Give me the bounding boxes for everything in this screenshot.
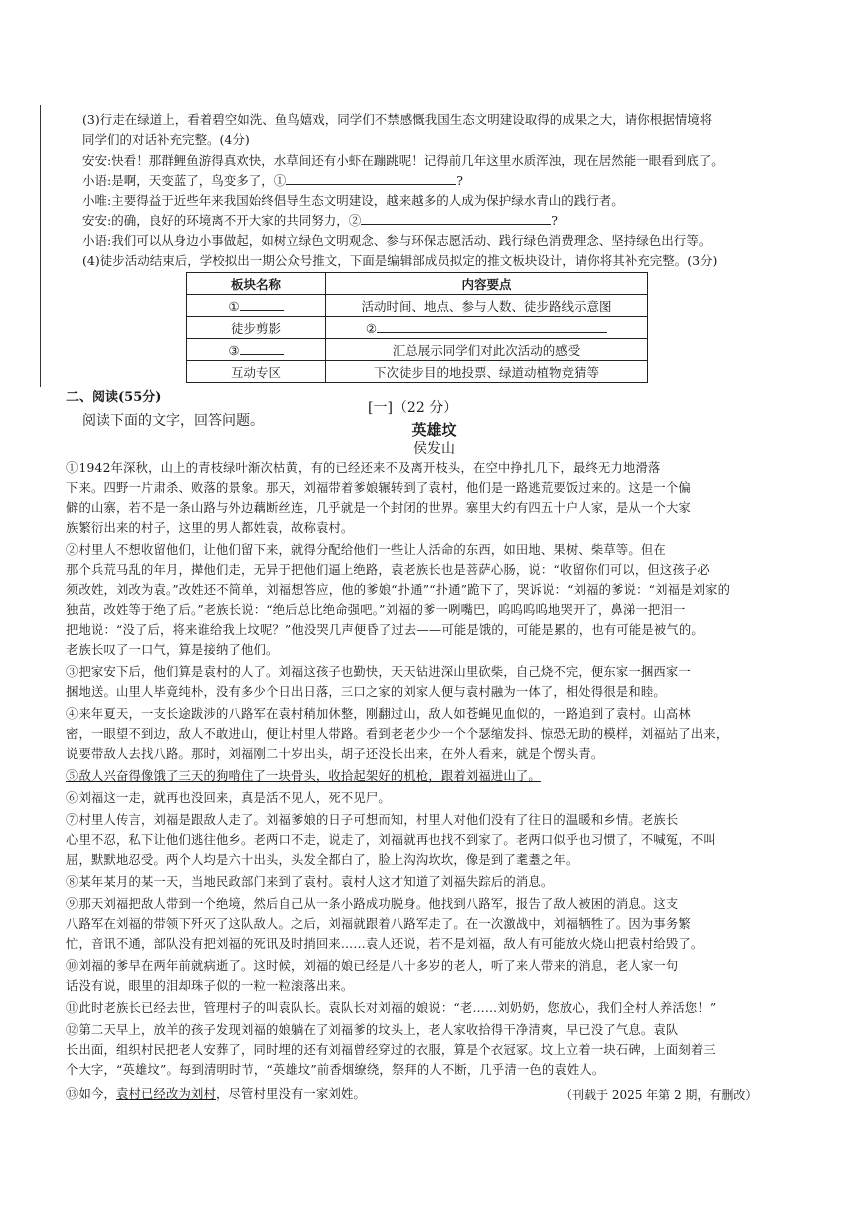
story-line: 把地说：“没了后，将来谁给我上坟呢？”他没哭几声便昏了过去——可能是饿的，可能是累的，也有可能是被气的。 — [66, 623, 704, 637]
story-line: 密，一眼望不到边，敌人不敢进山，便让村里人带路。看到老老少少一个个瑟缩发抖、惊恐无助的模样，刘福站了出来， — [66, 727, 729, 741]
story-line: ①1942年深秋，山上的青枝绿叶渐次枯黄，有的已经还来不及离开枝头，在空中挣扎几下，最终无力地滑落 — [66, 461, 661, 475]
story-line: 话没有说，眼里的泪却珠子似的一粒一粒滚落出来。 — [66, 979, 354, 993]
table-cell: 下次徒步目的地投票、绿道动植物竞猜等 — [326, 361, 648, 383]
column-plan-table — [186, 272, 648, 383]
dialogue-text: 安安:的确，良好的环境离不开大家的共同努力，② — [82, 213, 362, 228]
story-line: ⑩刘福的爹早在两年前就病逝了。这时候，刘福的娘已经是八十多岁的老人，听了来人带来的消息，老人家一句 — [66, 959, 679, 973]
story-line: 族繁衍出来的村子，这里的男人都姓袁，故称袁村。 — [66, 521, 354, 535]
story-author: 侯发山 — [413, 441, 455, 457]
answer-blank-1[interactable] — [286, 171, 456, 185]
underlined-sentence: ⑤敌人兴奋得像饿了三天的狗啃住了一块骨头，收拾起架好的机枪，跟着刘福进山了。 — [66, 769, 541, 783]
section-heading: 二、阅读(55分) — [66, 390, 162, 405]
dialogue-xiaoyu-2: 小语:我们可以从身边小事做起，如树立绿色文明观念、参与环保志愿活动、践行绿色消费理念、坚持绿色出行等。 — [82, 233, 712, 248]
story-line: ③把家安下后，他们算是袁村的人了。刘福这孩子也勤快，天天钻进深山里砍柴，自己烧不完，便东家一捆西家一 — [66, 665, 691, 679]
q4-intro: (4)徒步活动结束后，学校拟出一期公众号推文，下面是编辑部成员拟定的推文板块设计，请你将其补充完整。(3分) — [82, 253, 718, 268]
story-line: 僻的山寨，若不是一条山路与外边藕断丝连，几乎就是一个封闭的世界。寨里大约有四五十户人家，是从一个大家 — [66, 501, 691, 515]
story-line: 下来。四野一片肃杀、败落的景象。那天，刘福带着爹娘辗转到了袁村，他们是一路逃荒要饭过来的。这是一个偏 — [66, 481, 691, 495]
table-cell[interactable]: ② — [326, 317, 648, 339]
story-line: ④来年夏天，一支长途跋涉的八路军在袁村稍加休整，刚翻过山，敌人如苍蝇见血似的，一路追到了袁村。山高林 — [66, 707, 691, 721]
table-header-row — [187, 273, 648, 295]
story-line: 屈，默默地忍受。两个人均是六十出头，头发全都白了，脸上沟沟坎坎，像是到了耄耋之年。 — [66, 853, 579, 867]
reading-instruction: 阅读下面的文字，回答问题。 — [82, 413, 264, 429]
story-line: 长出面，组织村民把老人安葬了，同时埋的还有刘福曾经穿过的衣服，算是个衣冠冢。坟上立着一块石碑，上面刻着三 — [66, 1043, 716, 1057]
story-line: 忙，音讯不通，部队没有把刘福的死讯及时捎回来……袁人还说，若不是刘福，敌人有可能放火烧山把袁村给毁了。 — [66, 937, 704, 951]
question-mark: ? — [551, 213, 558, 228]
question-mark: ? — [456, 173, 463, 188]
table-cell: 徒步剪影 — [187, 317, 326, 339]
q3-intro-2: 同学们的对话补充完整。(4分) — [82, 132, 250, 147]
table-header: 板块名称 — [187, 273, 326, 295]
story-line: ⑥刘福这一走，就再也没回来，真是活不见人，死不见尸。 — [66, 791, 391, 805]
story-line: 老族长叹了一口气，算是接纳了他们。 — [66, 643, 279, 657]
dialogue-xiaoyu-1 — [82, 171, 772, 191]
answer-blank-2[interactable] — [361, 211, 551, 225]
story-line: 那个兵荒马乱的年月，撵他们走，无异于把他们逼上绝路，袁老族长也是菩萨心肠，说：“收留你们可以，但这孩子必 — [66, 563, 710, 577]
story-line: 须改姓，刘改为袁。”改姓还不简单，刘福想答应，他的爹娘“扑通”“扑通”跪下了，哭诉说：“刘福的爹说：“刘福是刘家的 — [66, 583, 731, 597]
table-row — [187, 361, 648, 383]
answer-blank[interactable] — [377, 319, 607, 333]
table-row — [187, 295, 648, 317]
table-cell: 汇总展示同学们对此次活动的感受 — [326, 339, 648, 361]
story-line: ⑨那天刘福把敌人带到一个绝境，然后自己从一条小路成功脱身。他找到八路军，报告了敌人被困的消息。这支 — [66, 897, 679, 911]
q3-intro-1: (3)行走在绿道上，看着碧空如洗、鱼鸟嬉戏，同学们不禁感慨我国生态文明建设取得的成果之大，请你根据情境将 — [82, 112, 713, 127]
story-line: ②村里人不想收留他们，让他们留下来，就得分配给他们一些让人活命的东西，如田地、果树、柴草等。但在 — [66, 543, 666, 557]
story-line: 说要带敌人去找八路。那时，刘福刚二十岁出头，胡子还没长出来，在外人看来，就是个愣头青。 — [66, 747, 604, 761]
dialogue-text: 小语:是啊，天变蓝了，鸟变多了，① — [82, 173, 287, 188]
reading-part-label: [一]（22 分） — [368, 400, 458, 416]
story-line: 八路军在刘福的带领下歼灭了这队敌人。之后，刘福就跟着八路军走了。在一次激战中，刘福牺牲了。因为事务繁 — [66, 917, 691, 931]
story-line: ⑧某年某月的某一天，当地民政部门来到了袁村。袁村人这才知道了刘福失踪后的消息。 — [66, 875, 554, 889]
margin-line — [40, 105, 41, 387]
story-text: ⑬如今， — [66, 1087, 116, 1101]
underlined-phrase: 袁村已经改为刘村 — [116, 1087, 216, 1101]
story-line: ⑫第二天早上，放羊的孩子发现刘福的娘躺在了刘福爹的坟头上，老人家收拾得干净清爽，早已没了气息。袁队 — [66, 1023, 679, 1037]
table-header: 内容要点 — [326, 273, 648, 295]
story-line: 个大字，“英雄坟”。每到清明时节，“英雄坟”前香烟缭绕，祭拜的人不断，几乎清一色的袁姓人。 — [66, 1063, 605, 1077]
table-cell: 互动专区 — [187, 361, 326, 383]
answer-blank[interactable] — [240, 341, 284, 355]
story-line: 捆地送。山里人毕竟纯朴，没有多少个日出日落，三口之家的刘家人便与袁村融为一体了，相处得很是和睦。 — [66, 685, 666, 699]
story-line: 心里不忍，私下让他们逃往他乡。老两口不走，说走了，刘福就再也找不到家了。老两口似乎也习惯了，不喊冤，不叫 — [66, 833, 716, 847]
source-note: （刊载于 2025 年第 2 期，有删改） — [560, 1088, 758, 1102]
dialogue-xiaowei: 小唯:主要得益于近些年来我国始终倡导生态文明建设，越来越多的人成为保护绿水青山的践行者。 — [82, 193, 624, 208]
table-row — [187, 317, 648, 339]
table-cell[interactable]: ③ — [187, 339, 326, 361]
story-title: 英雄坟 — [411, 421, 457, 439]
story-line: ⑦村里人传言，刘福是跟敌人走了。刘福爹娘的日子可想而知，村里人对他们没有了往日的温暖和乡情。老族长 — [66, 813, 679, 827]
story-line: ⑪此时老族长已经去世，管理村子的叫袁队长。袁队长对刘福的娘说：“老……刘奶奶，您放心，我们全村人养活您！” — [66, 1001, 717, 1015]
table-cell: 活动时间、地点、参与人数、徒步路线示意图 — [326, 295, 648, 317]
table-row — [187, 339, 648, 361]
dialogue-anan-2 — [82, 211, 772, 231]
dialogue-anan-1: 安安:快看！那群鲤鱼游得真欢快，水草间还有小虾在蹦跳呢！记得前几年这里水质浑浊，现在居然能一眼看到底了。 — [82, 153, 724, 168]
story-text: ，尽管村里没有一家刘姓。 — [215, 1087, 366, 1101]
table-cell[interactable]: ① — [187, 295, 326, 317]
story-line: 独苗，改姓等于绝了后。”老族长说：“绝后总比绝命强吧。”刘福的爹一咧嘴巴，呜呜呜呜地哭开了，鼻涕一把泪一 — [66, 603, 686, 617]
answer-blank[interactable] — [240, 297, 284, 311]
